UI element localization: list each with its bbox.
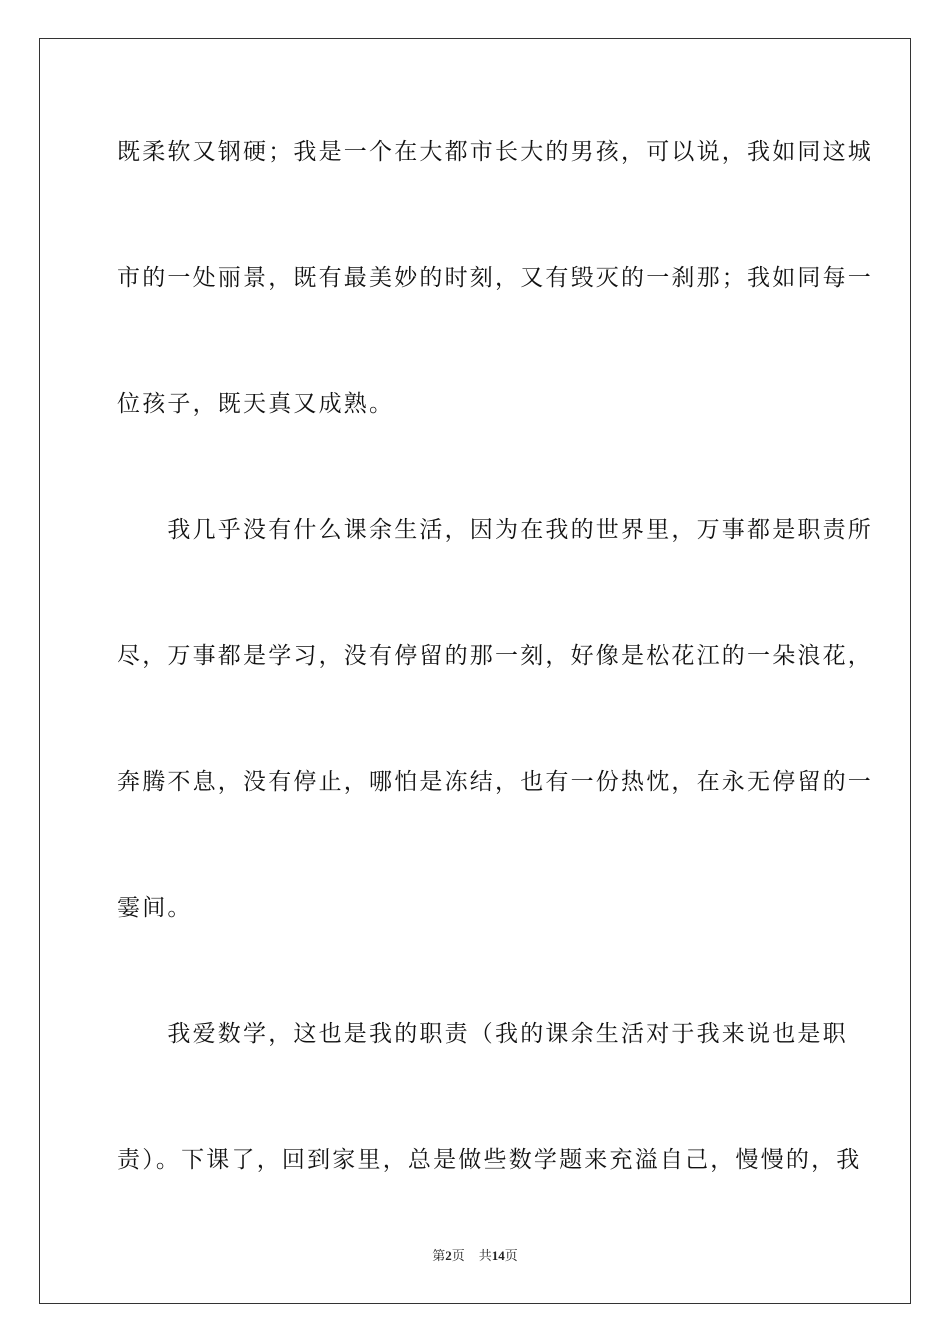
page-footer (0, 1245, 950, 1264)
page-prefix: 第 (432, 1248, 446, 1263)
current-page-number: 2 (445, 1248, 452, 1263)
text-line: 霎间。 (117, 895, 193, 921)
total-prefix: 共 (478, 1248, 492, 1263)
text-line: 我爱数学，这也是我的职责（我的课余生活对于我来说也是职 (117, 1021, 848, 1047)
text-line: 位孩子，既天真又成熟。 (117, 391, 395, 417)
text-line: 市的一处丽景，既有最美妙的时刻，又有毁灭的一刹那；我如同每一 (117, 265, 873, 291)
text-line: 奔腾不息，没有停止，哪怕是冻结，也有一份热忱，在永无停留的一 (117, 769, 873, 795)
page-suffix: 页 (451, 1248, 465, 1263)
total-suffix: 页 (504, 1248, 518, 1263)
text-line: 既柔软又钢硬；我是一个在大都市长大的男孩，可以说，我如同这城 (117, 139, 873, 165)
text-line: 尽，万事都是学习，没有停留的那一刻，好像是松花江的一朵浪花， (117, 643, 873, 669)
text-line: 我几乎没有什么课余生活，因为在我的世界里，万事都是职责所 (117, 517, 873, 543)
text-line: 责）。下课了，回到家里，总是做些数学题来充溢自己，慢慢的，我 (117, 1147, 862, 1173)
total-pages-number: 14 (491, 1248, 505, 1263)
